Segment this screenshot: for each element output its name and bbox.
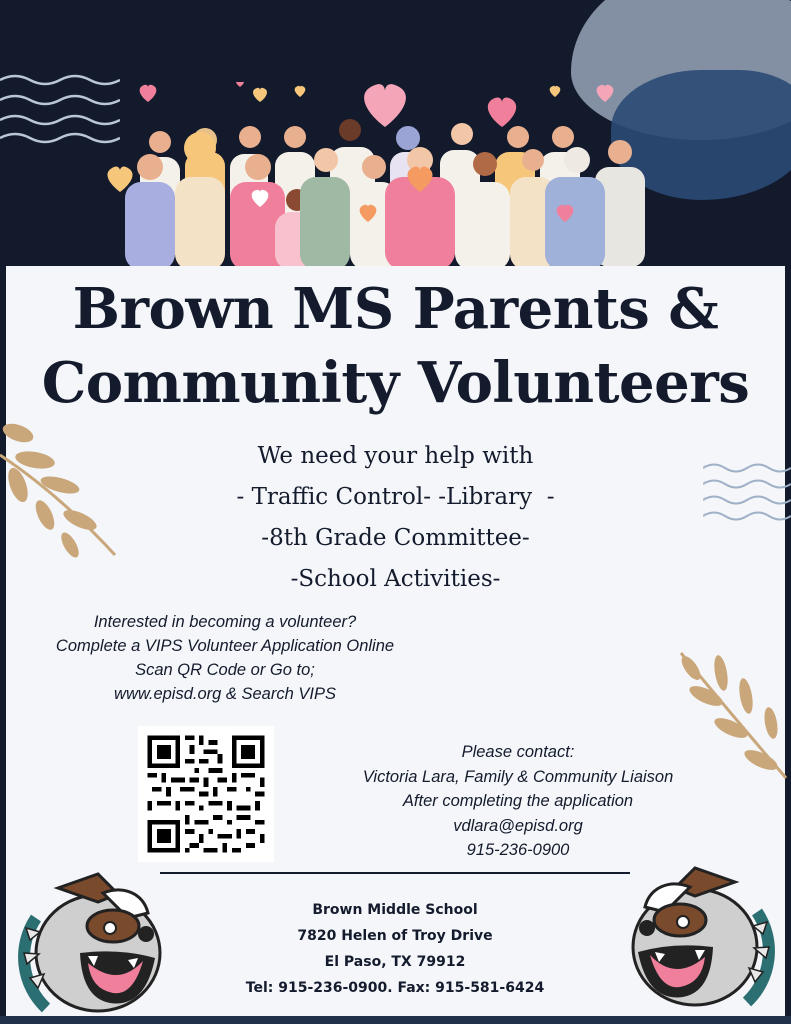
divider <box>160 872 630 874</box>
title-line: Brown MS Parents & <box>72 276 719 342</box>
help-line: -8th Grade Committee- <box>261 525 530 551</box>
bulldog-mascot-icon <box>18 868 168 1016</box>
volunteer-instructions <box>10 610 440 706</box>
contact-phone[interactable]: 915-236-0900 <box>466 841 570 859</box>
school-name: Brown Middle School <box>312 902 478 918</box>
help-needed-list <box>6 436 785 600</box>
contact-name: Victoria Lara, Family & Community Liaison <box>362 767 674 786</box>
help-line: -School Activities- <box>290 566 501 592</box>
instruction-line: Interested in becoming a volunteer? <box>93 613 357 631</box>
header-illustration-band <box>0 0 791 270</box>
school-address-footer <box>200 897 590 1001</box>
instruction-line: Complete a VIPS Volunteer Application Online <box>55 637 395 655</box>
bottom-strip <box>0 1016 791 1024</box>
page-title <box>6 272 785 420</box>
contact-info <box>318 740 718 863</box>
volunteer-crowd-illustration <box>100 82 670 270</box>
qr-code[interactable] <box>138 726 274 862</box>
instruction-line: Scan QR Code or Go to; <box>135 661 315 679</box>
contact-line: After completing the application <box>402 792 634 810</box>
school-phone-fax: Tel: 915-236-0900. Fax: 915-581-6424 <box>245 980 545 996</box>
bulldog-mascot-icon <box>625 862 775 1010</box>
help-line: We need your help with <box>257 443 534 469</box>
title-line: Community Volunteers <box>41 350 750 416</box>
contact-line: Please contact: <box>461 743 575 761</box>
help-line: - Traffic Control- -Library - <box>236 484 555 510</box>
school-street: 7820 Helen of Troy Drive <box>297 928 493 944</box>
school-city: El Paso, TX 79912 <box>324 954 466 970</box>
contact-email-link[interactable]: vdlara@episd.org <box>453 816 583 835</box>
instruction-line: www.episd.org & Search VIPS <box>114 685 336 703</box>
